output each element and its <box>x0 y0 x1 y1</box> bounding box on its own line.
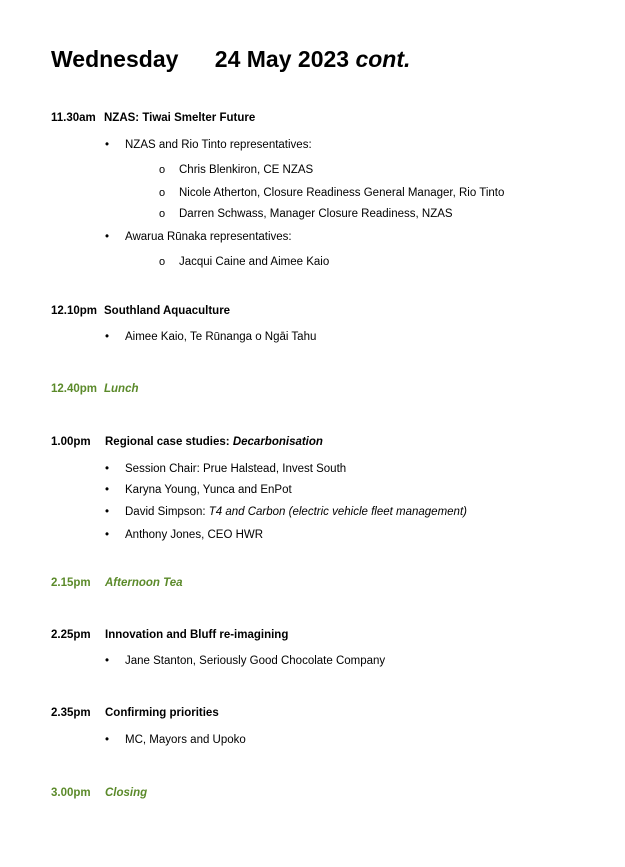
list-item-text: Anthony Jones, CEO HWR <box>125 529 264 541</box>
session-1500-heading <box>51 785 147 801</box>
sub-list-item-text: Jacqui Caine and Aimee Kaio <box>179 256 330 268</box>
bullet-icon: • <box>105 655 110 667</box>
sub-list-item-text: Nicole Atherton, Closure Readiness General Manager, Rio Tinto <box>179 187 505 199</box>
bullet-icon: • <box>105 484 110 496</box>
bullet-icon: • <box>105 331 110 343</box>
title-date: 24 May 2023 <box>214 46 350 72</box>
session-time: 12.40pm <box>51 383 98 395</box>
session-title: Lunch <box>104 383 139 395</box>
session-1425-heading <box>51 627 288 643</box>
list-item-text: NZAS and Rio Tinto representatives: <box>125 139 312 151</box>
list-item-text: MC, Mayors and Upoko <box>125 734 246 746</box>
sub-list-item <box>159 162 313 178</box>
session-time: 11.30am <box>51 112 96 124</box>
page-title <box>51 44 410 74</box>
session-1240-heading <box>51 381 139 397</box>
session-time: 2.35pm <box>51 707 91 719</box>
sub-list-item <box>159 206 453 222</box>
bullet-icon: • <box>105 529 110 541</box>
session-title: NZAS: Tiwai Smelter Future <box>104 112 256 124</box>
list-item <box>105 329 316 345</box>
session-title: Afternoon Tea <box>105 577 183 589</box>
session-title-italic: Decarbonisation <box>232 436 323 448</box>
session-1435-heading <box>51 705 219 721</box>
list-item <box>105 527 263 543</box>
bullet-icon: • <box>105 463 110 475</box>
list-item <box>105 482 292 498</box>
session-title: Innovation and Bluff re-imagining <box>105 629 289 641</box>
list-item <box>105 229 292 245</box>
list-item <box>105 461 346 477</box>
sub-list-item-text: Darren Schwass, Manager Closure Readiness, NZAS <box>179 208 453 220</box>
list-item <box>105 504 467 520</box>
list-item-text: Jane Stanton, Seriously Good Chocolate Company <box>125 655 386 667</box>
list-item <box>105 653 385 669</box>
session-title: Regional case studies: <box>105 436 233 448</box>
session-time: 2.25pm <box>51 629 91 641</box>
session-time: 2.15pm <box>51 577 91 589</box>
sub-list-item <box>159 254 329 270</box>
title-day: Wednesday <box>51 46 179 72</box>
session-1415-heading <box>51 575 183 591</box>
circle-bullet-icon: o <box>159 256 166 268</box>
session-time: 3.00pm <box>51 787 91 799</box>
session-1130-heading <box>51 110 255 126</box>
sub-list-item <box>159 185 504 201</box>
bullet-icon: • <box>105 231 110 243</box>
session-time: 1.00pm <box>51 436 91 448</box>
session-title: Confirming priorities <box>105 707 219 719</box>
session-1300-heading <box>51 434 323 450</box>
list-item-text: Awarua Rūnaka representatives: <box>125 231 292 243</box>
list-item-text: David Simpson: <box>125 506 209 518</box>
session-time: 12.10pm <box>51 305 98 317</box>
circle-bullet-icon: o <box>159 164 166 176</box>
list-item <box>105 732 246 748</box>
circle-bullet-icon: o <box>159 208 166 220</box>
session-1210-heading <box>51 303 230 319</box>
list-item <box>105 137 312 153</box>
list-item-text: Aimee Kaio, Te Rūnanga o Ngāi Tahu <box>125 331 317 343</box>
list-item-text: Session Chair: Prue Halstead, Invest South <box>125 463 347 475</box>
sub-list-item-text: Chris Blenkiron, CE NZAS <box>179 164 314 176</box>
bullet-icon: • <box>105 506 110 518</box>
list-item-text-italic: T4 and Carbon (electric vehicle fleet management) <box>208 506 467 518</box>
session-title: Southland Aquaculture <box>104 305 231 317</box>
title-cont: cont. <box>355 46 411 72</box>
list-item-text: Karyna Young, Yunca and EnPot <box>125 484 292 496</box>
session-title: Closing <box>105 787 148 799</box>
circle-bullet-icon: o <box>159 187 166 199</box>
bullet-icon: • <box>105 139 110 151</box>
bullet-icon: • <box>105 734 110 746</box>
